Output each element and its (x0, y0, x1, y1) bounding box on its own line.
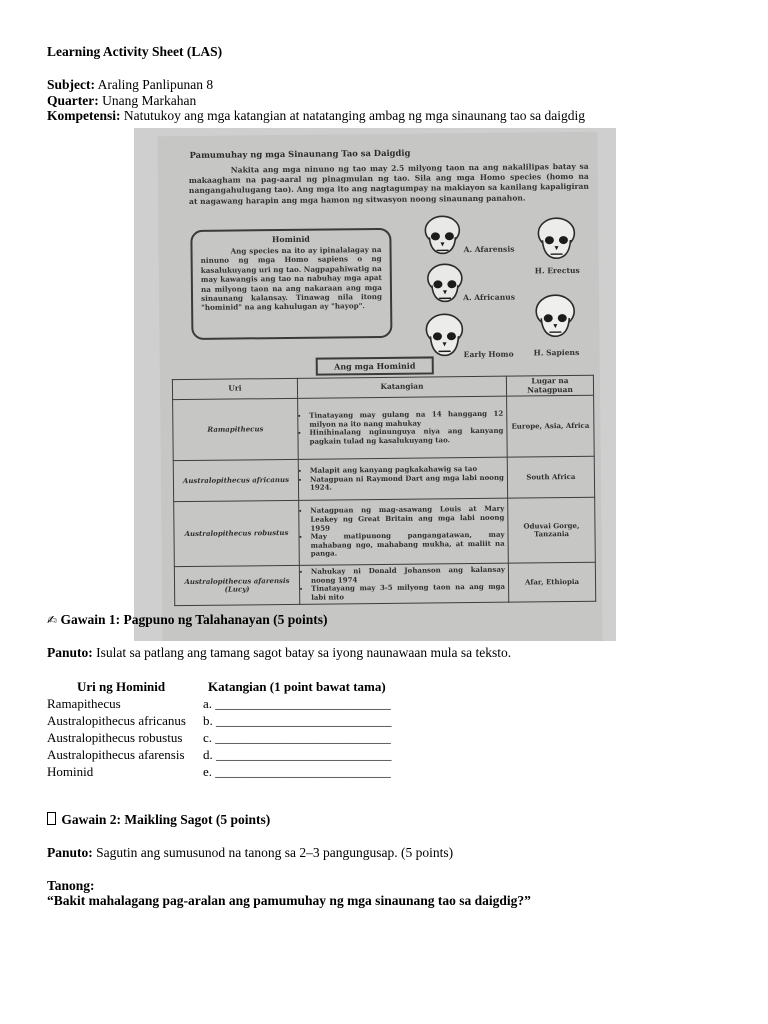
col-header-katangian: Katangian (1 point bawat tama) (208, 679, 386, 694)
answer-blank-a[interactable]: a. ___________________________ (203, 696, 391, 711)
cell-bullet: • Nahukay ni Donald Johanson ang kalansay noong 1974 (311, 566, 505, 585)
skull-label: A. Afarensis (463, 244, 515, 255)
pencil-icon: ✍ (47, 613, 58, 627)
textbook-photo (134, 128, 616, 641)
col-header-uri: Uri ng Hominid (77, 679, 166, 694)
tanong-label: Tanong: (47, 878, 95, 893)
document-title: Learning Activity Sheet (LAS) (47, 44, 223, 59)
cell-katangian (299, 563, 508, 604)
missing-glyph-icon (47, 812, 56, 825)
cell-katangian (299, 498, 509, 565)
skull-label: A. Africanus (463, 292, 516, 303)
textbook-page (157, 132, 602, 641)
hominid-box-text: Ang species na ito ay ipinalalagay na ninuno ng mga Homo sapiens o ng kasalukuyang uri ng tao. Nagpapahiwatig na may kawangis ang tao na nabuhay mga apat na milyong taon na ang nakaraan ang mga sinaunang kalansay. Tinawag nila itong "hominid" na ang kahulugan ay "hayop". (200, 244, 383, 313)
hominid-table (172, 375, 596, 607)
col-header: Katangian (297, 376, 506, 398)
hominid-box (190, 228, 392, 340)
table-row (174, 562, 595, 605)
skull-icon (421, 311, 468, 359)
gawain2-heading: Gawain 2: Maikling Sagot (5 points) (47, 812, 270, 828)
cell-bullet: • Natagpuan ni Raymond Dart ang mga labi noong 1924. (310, 474, 504, 493)
col-header: Uri (172, 378, 297, 399)
cell-lugar: Afar, Ethiopia (508, 562, 595, 602)
table-caption: Ang mga Hominid (316, 356, 434, 375)
gawain2-panuto: Panuto: Sagutin ang sumusunod na tanong sa 2–3 pangungusap. (5 points) (47, 845, 454, 860)
cell-bullet: • Hinihinalang nginunguya niya ang kanyang pagkain tulad ng kasalukuyang tao. (309, 427, 503, 446)
hominid-name: Australopithecus afarensis (47, 747, 185, 762)
hominid-box-title: Hominid (271, 234, 310, 245)
subject-line: Subject: Araling Panlipunan 8 (47, 77, 214, 92)
answer-blank-e[interactable]: e. ___________________________ (203, 764, 391, 779)
table-row (47, 695, 391, 712)
quarter-line: Quarter: Unang Markahan (47, 93, 197, 108)
table-row (47, 729, 391, 746)
tanong-question: “Bakit mahalagang pag-aralan ang pamumuhay ng mga sinaunang tao sa daigdig?” (47, 893, 531, 908)
cell-bullet: • May matipunong pangangatawan, may mahabang ngo, mahabang mukha, at maliit na panga. (311, 531, 505, 559)
cell-uri: Ramapithecus (173, 399, 299, 461)
kompetensi-line: Kompetensi: Natutukoy ang mga katangian at natatanging ambag ng mga sinaunang tao sa daigdig (47, 108, 585, 123)
table-row (173, 456, 594, 501)
col-header: Lugar na Natagpuan (506, 375, 593, 396)
hominid-name: Australopithecus africanus (47, 713, 186, 728)
answer-blank-d[interactable]: d. ___________________________ (203, 747, 392, 762)
hominid-name: Ramapithecus (47, 696, 121, 711)
skull-label: Early Homo (463, 349, 514, 360)
table-row (173, 395, 595, 460)
cell-uri: Australopithecus afarensis (Lucy) (174, 566, 299, 606)
cell-bullet: • Tinatayang may gulang na 14 hanggang 12 milyon na ito nang mahukay (309, 410, 503, 429)
skull-label: H. Erectus (534, 265, 580, 276)
answer-blank-b[interactable]: b. ___________________________ (203, 713, 392, 728)
cell-bullet: • Malapit ang kanyang pagkakahawig sa tao (310, 465, 504, 476)
skull-icon (534, 216, 578, 262)
cell-lugar: Oduvai Gorge, Tanzania (508, 497, 596, 563)
photo-heading: Pamumuhay ng mga Sinaunang Tao sa Daigdig (189, 147, 411, 160)
cell-bullet: • Natagpuan ng mag-asawang Louis at Mary Leakey ng Great Britain ang mga labi noong 1959 (310, 505, 504, 533)
cell-lugar: Europe, Asia, Africa (507, 395, 595, 457)
table-row (47, 712, 392, 729)
cell-katangian (298, 396, 508, 459)
table-row (174, 497, 596, 566)
hominid-name: Hominid (47, 764, 94, 779)
answer-blank-c[interactable]: c. ___________________________ (203, 730, 391, 745)
skull-label: H. Sapiens (533, 347, 580, 358)
table-row (47, 746, 392, 763)
skull-icon (420, 213, 464, 257)
cell-uri: Australopithecus africanus (173, 460, 298, 502)
skull-icon (423, 261, 467, 305)
gawain1-heading: ✍ Gawain 1: Pagpuno ng Talahanayan (5 points) (47, 612, 328, 627)
cell-katangian (298, 457, 507, 500)
cell-uri: Australopithecus robustus (174, 501, 300, 567)
skull-icon (531, 292, 580, 341)
photo-intro: Nakita ang mga ninuno ng tao may 2.5 milyong taon na ang nakalilipas batay sa makaagham na pag-aaral ng pinagmulan ng tao. Sila ang mga Homo species (homo na nangangahulugang tao). Ang mga ito ang nagtagumpay na makiayon sa kanilang kapaligiran at nagawang harapin ang mga hamon ng sitwasyon noong sinaunang panahon. (188, 161, 589, 206)
table-row (47, 763, 391, 780)
cell-lugar: South Africa (507, 456, 594, 498)
gawain1-panuto: Panuto: Isulat sa patlang ang tamang sagot batay sa iyong naunawaan mula sa teksto. (47, 645, 512, 660)
hominid-name: Australopithecus robustus (47, 730, 183, 745)
cell-bullet: • Tinatayang may 3-5 milyong taon na ang mga labi nito (311, 583, 505, 602)
